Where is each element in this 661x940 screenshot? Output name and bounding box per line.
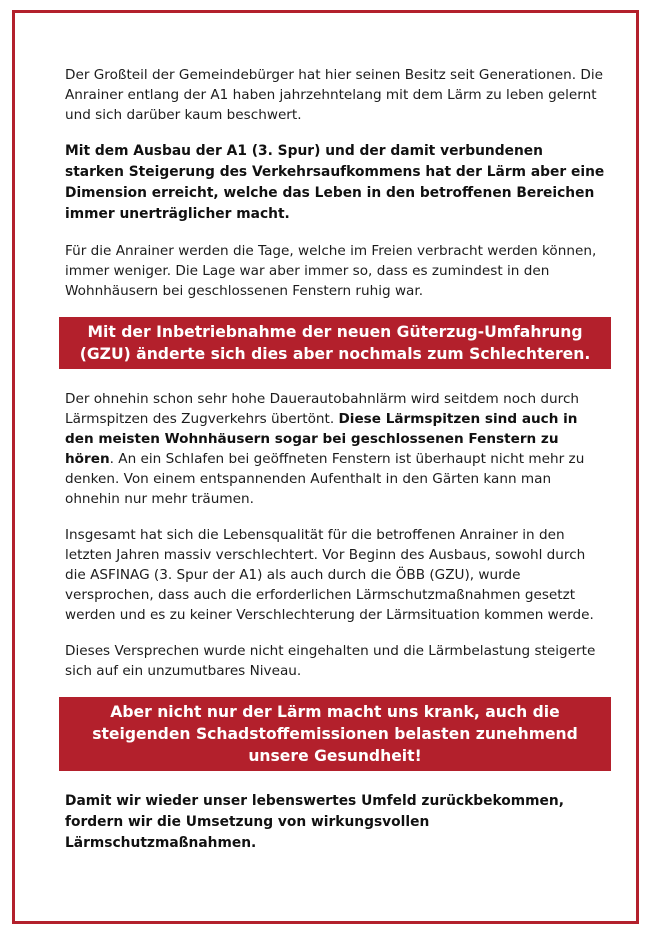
banner-emissions: Aber nicht nur der Lärm macht uns krank, auch die steigenden Schadstoffemissionen belasten zunehmend unsere Gesundheit! [59,697,611,771]
noise-peaks-emphasis: Diese Lärmspitzen sind auch in den meisten Wohnhäusern sogar bei geschlossenen Fenstern zu hören [65,411,578,467]
document-body [65,65,605,870]
paragraph-outdoor-days: Für die Anrainer werden die Tage, welche im Freien verbracht werden können, immer weniger. Die Lage war aber immer so, dass es zumindest in den Wohnhäusern bei geschlossenen Fenstern ruhig war. [65,243,597,299]
paragraph-noise-peaks [65,389,605,509]
noise-peaks-text-2: . An ein Schlafen bei geöffneten Fenstern ist überhaupt nicht mehr zu denken. Von einem entspannenden Aufenthalt in den Gärten kann man ohnehin nur mehr träumen. [65,451,585,507]
banner-gzu: Mit der Inbetriebnahme der neuen Güterzug-Umfahrung (GZU) änderte sich dies aber nochmals zum Schlechteren. [59,317,611,369]
noise-peaks-text-1: Der ohnehin schon sehr hohe Dauerautobahnlärm wird seitdem noch durch Lärmspitzen des Zugverkehrs übertönt. [65,391,580,427]
page-frame [12,10,639,924]
paragraph-broken-promise: Dieses Versprechen wurde nicht eingehalten und die Lärmbelastung steigerte sich auf ein unzumutbares Niveau. [65,643,596,679]
paragraph-demand: Damit wir wieder unser lebenswertes Umfeld zurückbekommen, fordern wir die Umsetzung von wirkungsvollen Lärmschutzmaßnahmen. [65,793,564,851]
paragraph-quality-of-life: Insgesamt hat sich die Lebensqualität für die betroffenen Anrainer in den letzten Jahren massiv verschlechtert. Vor Beginn des Ausbaus, sowohl durch die ASFINAG (3. Spur der A1) als auch durch die ÖBB (GZU), wurde versprochen, dass auch die erforderlichen Lärmschutzmaßnahmen gesetzt werden und es zu keiner Verschlechterung der Lärmsituation kommen werde. [65,527,594,623]
paragraph-a1-expansion: Mit dem Ausbau der A1 (3. Spur) und der damit verbundenen starken Steigerung des Verkehrsaufkommens hat der Lärm aber eine Dimension erreicht, welche das Leben in den betroffenen Bereichen immer unerträglicher macht. [65,143,605,222]
paragraph-generations: Der Großteil der Gemeindebürger hat hier seinen Besitz seit Generationen. Die Anrainer entlang der A1 haben jahrzehntelang mit dem Lärm zu leben gelernt und sich darüber kaum beschwert. [65,67,603,123]
